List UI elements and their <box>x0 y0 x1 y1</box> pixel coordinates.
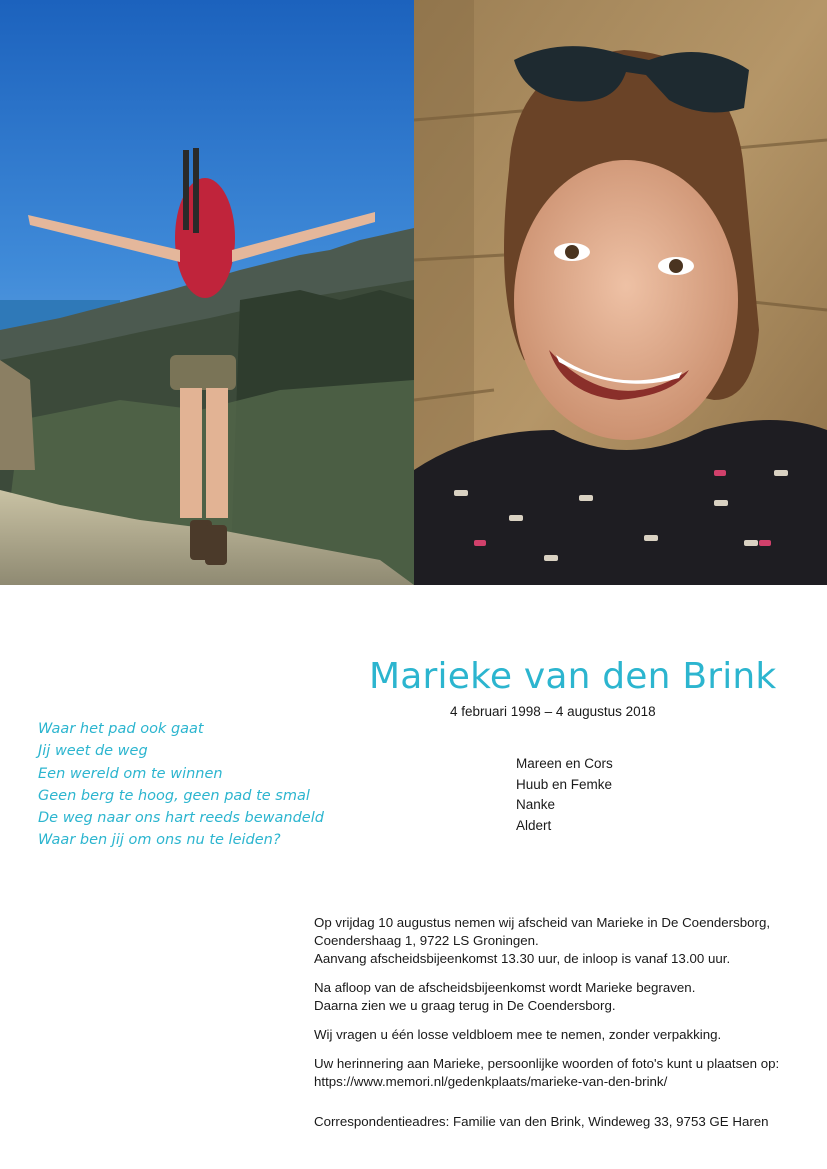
life-dates: 4 februari 1998 – 4 augustus 2018 <box>450 704 656 719</box>
photo-portrait-image <box>414 0 827 585</box>
deceased-name: Marieke van den Brink <box>369 656 777 697</box>
family-member: Nanke <box>516 797 556 813</box>
family-member: Aldert <box>516 817 552 833</box>
photo-portrait <box>414 0 827 585</box>
info-line: Na afloop van de afscheidsbijeenkomst wordt Marieke begraven. <box>314 980 696 996</box>
info-paragraph-farewell <box>314 914 814 969</box>
info-paragraph-flowers <box>314 1026 814 1044</box>
poem-line: Een wereld om te winnen <box>38 765 223 782</box>
info-line: Daarna zien we u graag terug in De Coendersborg. <box>314 998 616 1014</box>
photo-hiker <box>0 0 414 585</box>
poem-line: Waar ben jij om ons nu te leiden? <box>38 832 281 849</box>
info-line: Uw herinnering aan Marieke, persoonlijke woorden of foto's kunt u plaatsen op: <box>314 1055 780 1071</box>
family-list <box>516 754 613 836</box>
info-line: Coendershaag 1, 9722 LS Groningen. <box>314 933 539 949</box>
poem-line: De weg naar ons hart reeds bewandeld <box>38 810 324 827</box>
memorial-link[interactable]: https://www.memori.nl/gedenkplaats/marieke-van-den-brink/ <box>314 1073 668 1089</box>
info-paragraph-burial <box>314 979 814 1015</box>
info-line: Op vrijdag 10 augustus nemen wij afscheid van Marieke in De Coendersborg, <box>314 915 771 930</box>
info-line: Wij vragen u één losse veldbloem mee te nemen, zonder verpakking. <box>314 1027 722 1043</box>
poem-line: Jij weet de weg <box>38 743 148 760</box>
info-line: Aanvang afscheidsbijeenkomst 13.30 uur, de inloop is vanaf 13.00 uur. <box>314 951 731 967</box>
family-member: Mareen en Cors <box>516 756 613 771</box>
info-paragraph-memories <box>314 1055 814 1091</box>
ceremony-info <box>314 914 814 1102</box>
family-member: Huub en Femke <box>516 776 613 792</box>
poem-line: Waar het pad ook gaat <box>38 721 204 737</box>
correspondence-address: Correspondentieadres: Familie van den Brink, Windeweg 33, 9753 GE Haren <box>314 1114 769 1129</box>
poem-line: Geen berg te hoog, geen pad te smal <box>38 787 310 804</box>
photo-hiker-image <box>0 0 414 585</box>
poem <box>38 718 324 852</box>
